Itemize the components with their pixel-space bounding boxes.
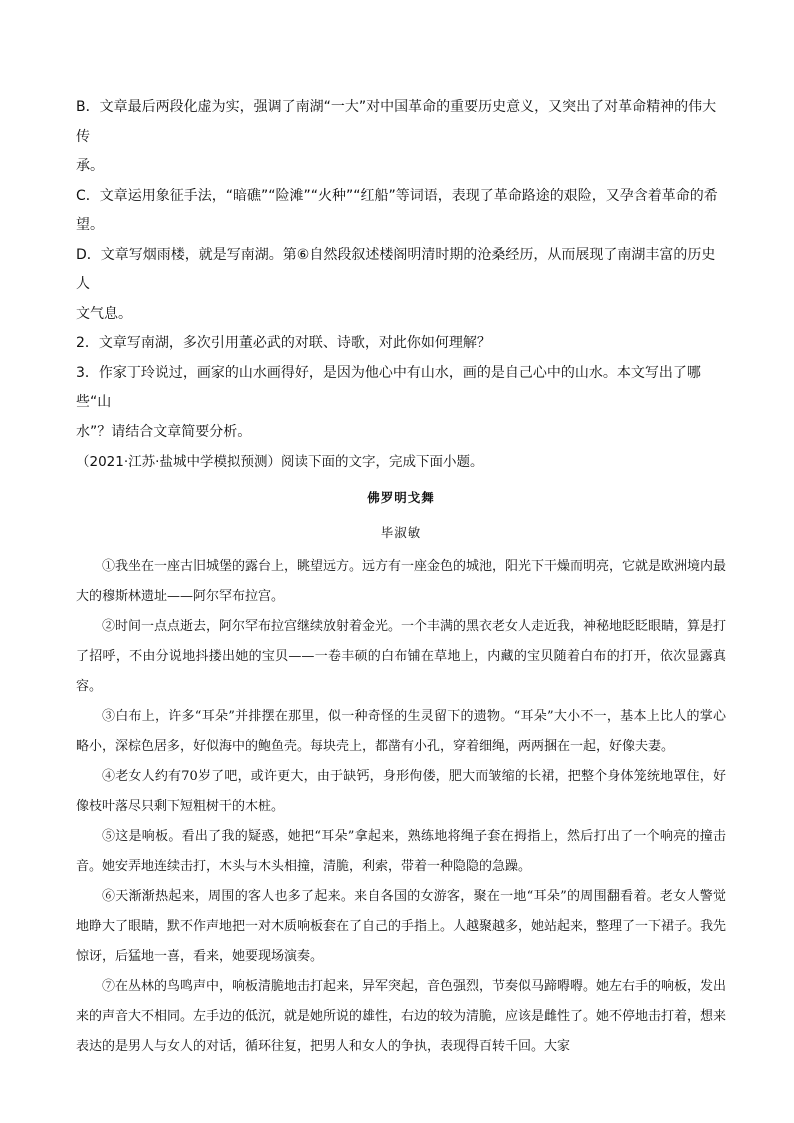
option-c: C．文章运用象征手法，“暗礁”“险滩”“火种”“红船”等词语，表现了革命路途的艰险，又孕含着革命的希望。 — [76, 187, 718, 233]
question-3-line2: 水”？请结合文章简要分析。 — [76, 423, 252, 440]
document-page — [76, 93, 726, 1062]
essay-body — [76, 552, 726, 1062]
essay-paragraph: ③白布上，许多“耳朵”并排摆在那里，似一种奇怪的生灵留下的遗物。“耳朵”大小不一，基本上比人的掌心略小，深棕色居多，好似海中的鲍鱼壳。每块壳上，都凿有小孔，穿着细绳，两两捆在一起，好像夫妻。 — [76, 709, 726, 754]
essay-title: 佛罗明戈舞 — [367, 490, 435, 505]
essay-paragraph: ②时间一点点逝去，阿尔罕布拉宫继续放射着金光。一个丰满的黑衣老女人走近我，神秘地眨眨眼睛，算是打了招呼，不由分说地抖搂出她的宝贝——一卷丰硕的白布铺在草地上，内藏的宝贝随着白布的打开，依次显露真容。 — [76, 619, 727, 694]
question-3-line1: 3．作家丁玲说过，画家的山水画得好，是因为他心中有山水，画的是自己心中的山水。本文写出了哪些“山 — [76, 364, 701, 410]
question-2: 2．文章写南湖，多次引用董必武的对联、诗歌，对此你如何理解？ — [76, 335, 491, 351]
essay-paragraph: ①我坐在一座古旧城堡的露台上，眺望远方。远方有一座金色的城池，阳光下干燥而明亮，它就是欧洲境内最大的穆斯林遗址——阿尔罕布拉宫。 — [76, 559, 727, 604]
option-b — [76, 93, 726, 182]
option-b-line1: B．文章最后两段化虚为实，强调了南湖“一大”对中国革命的重要历史意义，又突出了对革命精神的伟大传 — [76, 99, 717, 145]
reading-intro: （2021·江苏·盐城中学模拟预测）阅读下面的文字，完成下面小题。 — [76, 454, 484, 470]
option-d-line2: 文气息。 — [76, 305, 132, 322]
question-3 — [76, 359, 726, 448]
essay-paragraph: ④老女人约有70岁了吧，或许更大，由于缺钙，身形佝偻，肥大而皱缩的长裙，把整个身体笼统地罩住，好像枝叶落尽只剩下短粗树干的木桩。 — [76, 769, 726, 814]
essay-paragraph: ⑦在丛林的鸟鸣声中，响板清脆地击打起来，异军突起，音色强烈，节奏似马蹄嘚嘚。她左右手的响板，发出来的声音大不相同。左手边的低沉，就是她所说的雄性，右边的较为清脆，应该是雌性了。她不停地击打着，想来表达的是男人与女人的对话，循环往复，把男人和女人的争执，表现得百转千回。大家 — [76, 979, 727, 1054]
essay-paragraph: ⑥天渐渐热起来，周围的客人也多了起来。来自各国的女游客，聚在一地“耳朵”的周围翻看着。老女人警觉地睁大了眼睛，默不作声地把一对木质响板套在了自己的手指上。人越聚越多，她站起来，整理了一下裙子。我先惊讶，后猛地一喜，看来，她要现场演奏。 — [76, 889, 727, 964]
option-b-line2: 承。 — [76, 158, 104, 174]
essay-paragraph: ⑤这是响板。看出了我的疑惑，她把“耳朵”拿起来，熟练地将绳子套在拇指上，然后打出了一个响亮的撞击音。她安弄地连续击打，木头与木头相撞，清脆，利索，带着一种隐隐的急躁。 — [76, 829, 726, 874]
option-d — [76, 241, 726, 330]
essay-author: 毕淑敏 — [380, 525, 422, 540]
option-d-line1: D．文章写烟雨楼，就是写南湖。第⑥自然段叙述楼阁明清时期的沧桑经历，从而展现了南湖丰富的历史人 — [76, 246, 716, 292]
